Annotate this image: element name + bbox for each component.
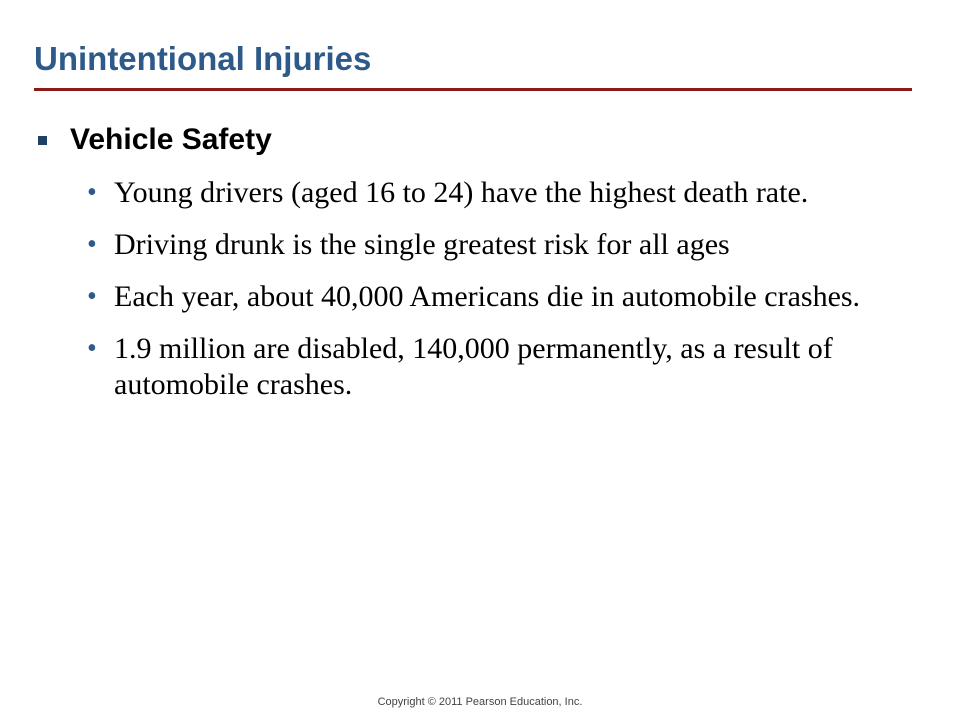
section-heading: Vehicle Safety	[70, 123, 272, 156]
bullet-text: Each year, about 40,000 Americans die in automobile crashes.	[114, 280, 861, 313]
list-item	[87, 227, 877, 263]
copyright-notice: Copyright © 2011 Pearson Education, Inc.	[377, 696, 583, 708]
bullet-list	[87, 175, 877, 419]
section-vehicle-safety	[38, 121, 272, 159]
list-item	[87, 175, 877, 211]
bullet-text: 1.9 million are disabled, 140,000 permanently, as a result of automobile crashes.	[114, 332, 833, 401]
bullet-dot-icon: •	[87, 177, 97, 208]
bullet-dot-icon: •	[87, 229, 97, 260]
bullet-dot-icon: •	[87, 333, 97, 364]
title-divider	[34, 88, 912, 91]
square-bullet-icon	[38, 136, 47, 145]
list-item	[87, 279, 877, 315]
bullet-text: Driving drunk is the single greatest risk for all ages	[114, 228, 730, 261]
slide-title: Unintentional Injuries	[34, 40, 372, 77]
bullet-text: Young drivers (aged 16 to 24) have the highest death rate.	[114, 176, 809, 209]
bullet-dot-icon: •	[87, 281, 97, 312]
list-item	[87, 331, 877, 403]
